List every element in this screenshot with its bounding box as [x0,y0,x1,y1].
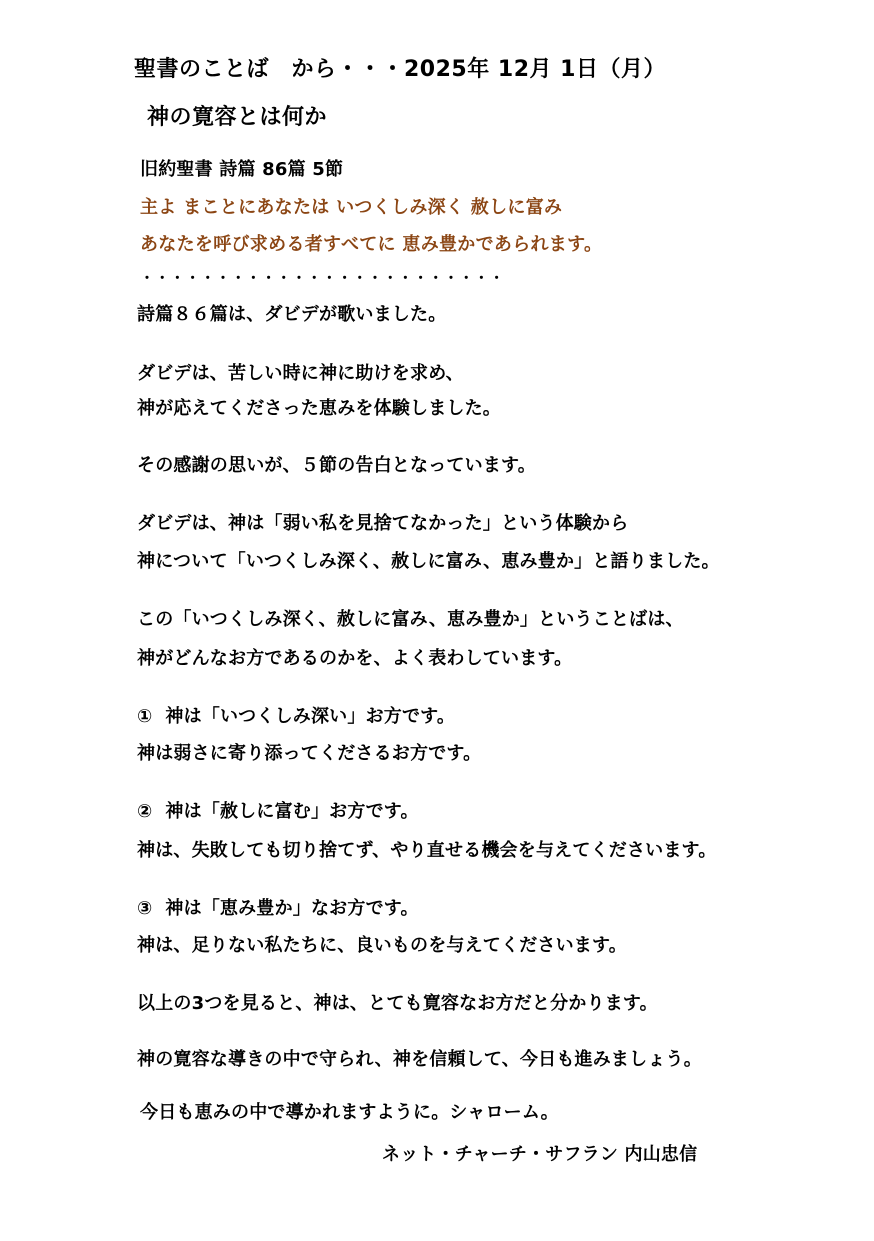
separator-dots: ・・・・・・・・・・・・・・・・・・・・・・・・ [140,271,505,287]
point-2-title: ② 神は「赦しに富む」お方です。 [137,801,419,822]
signature: ネット・チャーチ・サフラン 内山忠信 [382,1144,698,1165]
point-3-title: ③ 神は「恵み豊か」なお方です。 [137,898,419,919]
point-3-text: 神は、足りない私たちに、良いものを与えてくださいます。 [137,935,627,956]
closing-blessing: 今日も恵みの中で導かれますように。シャローム。 [140,1102,559,1123]
paragraph-6: 以上の3つを見ると、神は、とても寛容なお方だと分かります。 [137,993,658,1014]
scripture-verse-line-1: 主よ まことにあなたは いつくしみ深く 赦しに富み [140,197,563,218]
point-2-text: 神は、失敗しても切り捨てず、やり直せる機会を与えてくださいます。 [137,840,717,861]
paragraph-4-line-1: ダビデは、神は「弱い私を見捨てなかった」という体験から [137,513,629,534]
scripture-verse-line-2: あなたを呼び求める者すべてに 恵み豊かであられます。 [140,234,603,255]
header-title: 聖書のことば から・・・2025年 12月 1日（月） [134,57,666,82]
paragraph-7: 神の寛容な導きの中で守られ、神を信頼して、今日も進みましょう。 [137,1049,702,1070]
point-1-text: 神は弱さに寄り添ってくださるお方です。 [137,743,482,764]
paragraph-5-line-2: 神がどんなお方であるのかを、よく表わしています。 [137,648,573,669]
paragraph-1: 詩篇８６篇は、ダビデが歌いました。 [137,304,447,325]
page-subtitle: 神の寛容とは何か [147,105,328,130]
paragraph-4-line-2: 神について「いつくしみ深く、赦しに富み、恵み豊か」と語りました。 [137,551,720,572]
paragraph-5-line-1: この「いつくしみ深く、赦しに富み、恵み豊か」ということばは、 [137,609,684,630]
scripture-reference: 旧約聖書 詩篇 86篇 5節 [140,159,344,180]
paragraph-2-line-2: 神が応えてくださった恵みを体験しました。 [137,398,501,419]
paragraph-3: その感謝の思いが、５節の告白となっています。 [137,455,536,476]
point-1-title: ① 神は「いつくしみ深い」お方です。 [137,706,456,727]
paragraph-2-line-1: ダビデは、苦しい時に神に助けを求め、 [137,363,464,384]
